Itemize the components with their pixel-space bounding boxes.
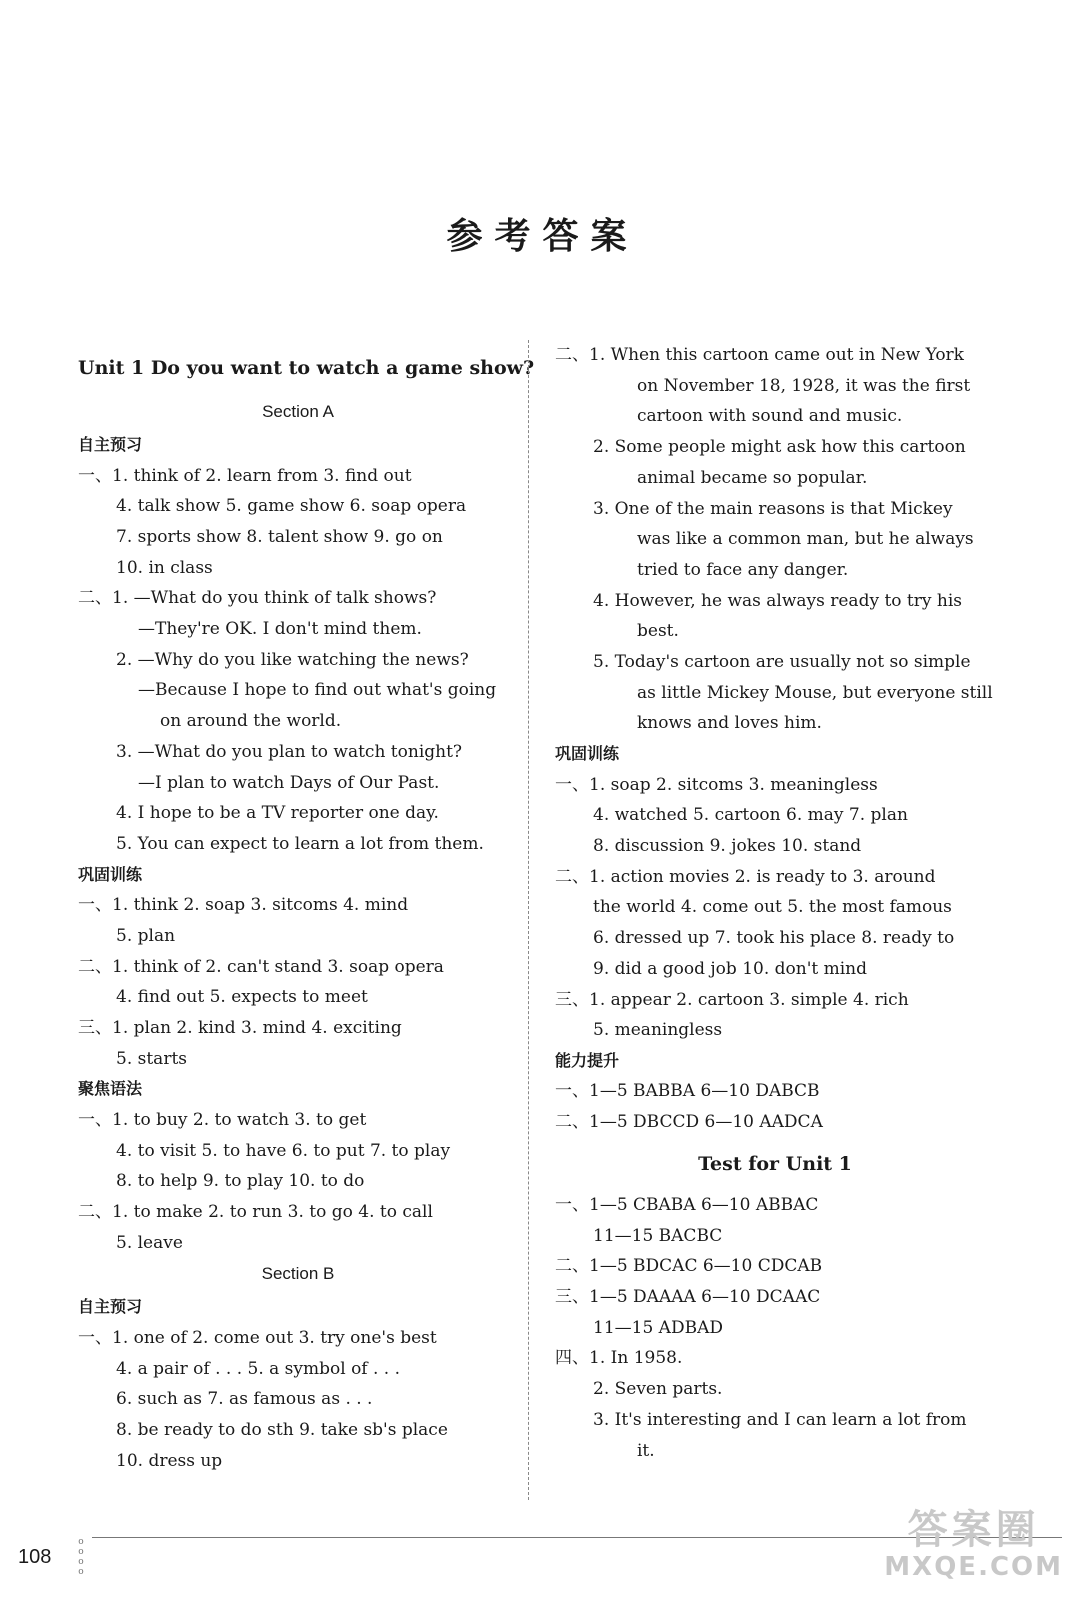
answer-line: 4. talk show 5. game show 6. soap opera [116, 496, 467, 517]
answer-line: 4. a pair of . . . 5. a symbol of . . . [116, 1358, 401, 1379]
answer-line: on November 18, 1928, it was the first [637, 375, 971, 396]
answer-line: 8. to help 9. to play 10. to do [116, 1171, 365, 1192]
answer-line: as little Mickey Mouse, but everyone still [637, 682, 993, 703]
column-divider [528, 340, 529, 1500]
test-title: Test for Unit 1 [698, 1152, 852, 1175]
answer-line: 二、1. action movies 2. is ready to 3. around [555, 866, 936, 887]
exercise-heading: 巩固训练 [555, 744, 620, 764]
answer-line: on around the world. [160, 711, 342, 732]
answer-line: 二、1. to make 2. to run 3. to go 4. to call [78, 1201, 433, 1222]
left-column [78, 340, 535, 1476]
answer-line: 7. sports show 8. talent show 9. go on [116, 526, 443, 547]
answer-line: 2. —Why do you like watching the news? [116, 649, 469, 670]
answer-line: was like a common man, but he always [637, 529, 974, 550]
answer-line: 4. find out 5. expects to meet [116, 987, 368, 1008]
exercise-heading: 自主预习 [78, 435, 143, 454]
answer-line: 一、1—5 CBABA 6—10 ABBAC [555, 1194, 819, 1215]
answer-line: 5. plan [116, 925, 176, 946]
answer-line: 6. such as 7. as famous as . . . [116, 1389, 373, 1410]
answer-line: 一、1. to buy 2. to watch 3. to get [78, 1109, 367, 1130]
answer-line: 一、1. one of 2. come out 3. try one's best [78, 1327, 437, 1348]
answer-line: 二、1—5 BDCAC 6—10 CDCAB [555, 1256, 823, 1277]
answer-line: tried to face any danger. [637, 559, 849, 580]
answer-line: —They're OK. I don't mind them. [138, 619, 422, 640]
page-number: 108 [18, 1546, 52, 1568]
answer-line: 二、1. —What do you think of talk shows? [78, 588, 437, 609]
answer-line: 3. It's interesting and I can learn a lot from [593, 1409, 967, 1430]
answer-line: 6. dressed up 7. took his place 8. ready to [593, 928, 955, 949]
section-title: Section B [261, 1264, 335, 1284]
answer-line: 9. did a good job 10. don't mind [593, 958, 868, 979]
answer-line: knows and loves him. [637, 713, 822, 734]
answer-line: —Because I hope to find out what's going [138, 680, 497, 701]
page-decoration: o o o o [78, 1537, 84, 1577]
answer-line: 三、1—5 DAAAA 6—10 DCAAC [555, 1286, 821, 1307]
right-column [555, 340, 995, 1466]
exercise-heading: 巩固训练 [78, 864, 143, 884]
answer-line: cartoon with sound and music. [637, 406, 903, 427]
answer-line: 二、1—5 DBCCD 6—10 AADCA [555, 1112, 823, 1133]
answer-line: 2. Seven parts. [593, 1379, 723, 1400]
answer-line: 一、1. think of 2. learn from 3. find out [78, 465, 412, 486]
answer-line: 二、1. When this cartoon came out in New York [555, 345, 964, 365]
answer-line: 三、1. plan 2. kind 3. mind 4. exciting [78, 1017, 402, 1038]
watermark-text-top: 答案圈 [907, 1507, 1040, 1553]
answer-line: 5. leave [116, 1232, 183, 1253]
answer-line: 一、1. soap 2. sitcoms 3. meaningless [555, 774, 878, 795]
answer-line: 3. —What do you plan to watch tonight? [116, 741, 463, 762]
section-title: Section A [262, 402, 334, 421]
answer-line: 11—15 BACBC [593, 1225, 723, 1246]
answer-line: 4. watched 5. cartoon 6. may 7. plan [593, 805, 908, 826]
answer-line: 4. I hope to be a TV reporter one day. [116, 803, 439, 824]
answer-line: 5. meaningless [593, 1020, 723, 1041]
answer-line: 四、1. In 1958. [555, 1348, 683, 1369]
answer-line: 一、1. think 2. soap 3. sitcoms 4. mind [78, 895, 409, 916]
exercise-heading: 聚焦语法 [78, 1079, 143, 1099]
answer-line: 5. starts [116, 1048, 187, 1069]
answer-line: 10. dress up [116, 1450, 223, 1471]
answer-line: 4. However, he was always ready to try his [593, 590, 963, 611]
answer-line: best. [637, 621, 679, 642]
answer-line: it. [637, 1440, 655, 1461]
watermark-text-bottom: MXQE.COM [884, 1552, 1063, 1582]
answer-line: 11—15 ADBAD [593, 1317, 723, 1338]
answer-line: 三、1. appear 2. cartoon 3. simple 4. rich [555, 989, 909, 1010]
answer-line: 一、1—5 BABBA 6—10 DABCB [555, 1081, 820, 1102]
watermark-logo [884, 1508, 1063, 1582]
exercise-heading: 能力提升 [555, 1050, 620, 1070]
answer-line: the world 4. come out 5. the most famous [593, 897, 952, 918]
answer-line: 4. to visit 5. to have 6. to put 7. to play [116, 1140, 451, 1161]
answer-line: 二、1. think of 2. can't stand 3. soap opera [78, 956, 444, 977]
answer-line: 3. One of the main reasons is that Mickey [593, 498, 953, 519]
unit-title: Unit 1 Do you want to watch a game show? [78, 357, 535, 379]
answer-line: 8. discussion 9. jokes 10. stand [593, 836, 862, 857]
answer-line: 10. in class [116, 557, 213, 578]
answer-line: 8. be ready to do sth 9. take sb's place [116, 1419, 448, 1440]
answer-line: —I plan to watch Days of Our Past. [138, 772, 440, 793]
answer-line: 5. Today's cartoon are usually not so simple [593, 652, 971, 673]
exercise-heading: 自主预习 [78, 1297, 143, 1317]
page-title: 参考答案 [446, 216, 639, 257]
answer-line: animal became so popular. [637, 467, 868, 488]
answer-line: 2. Some people might ask how this cartoon [593, 437, 966, 458]
answer-line: 5. You can expect to learn a lot from them. [116, 833, 484, 854]
